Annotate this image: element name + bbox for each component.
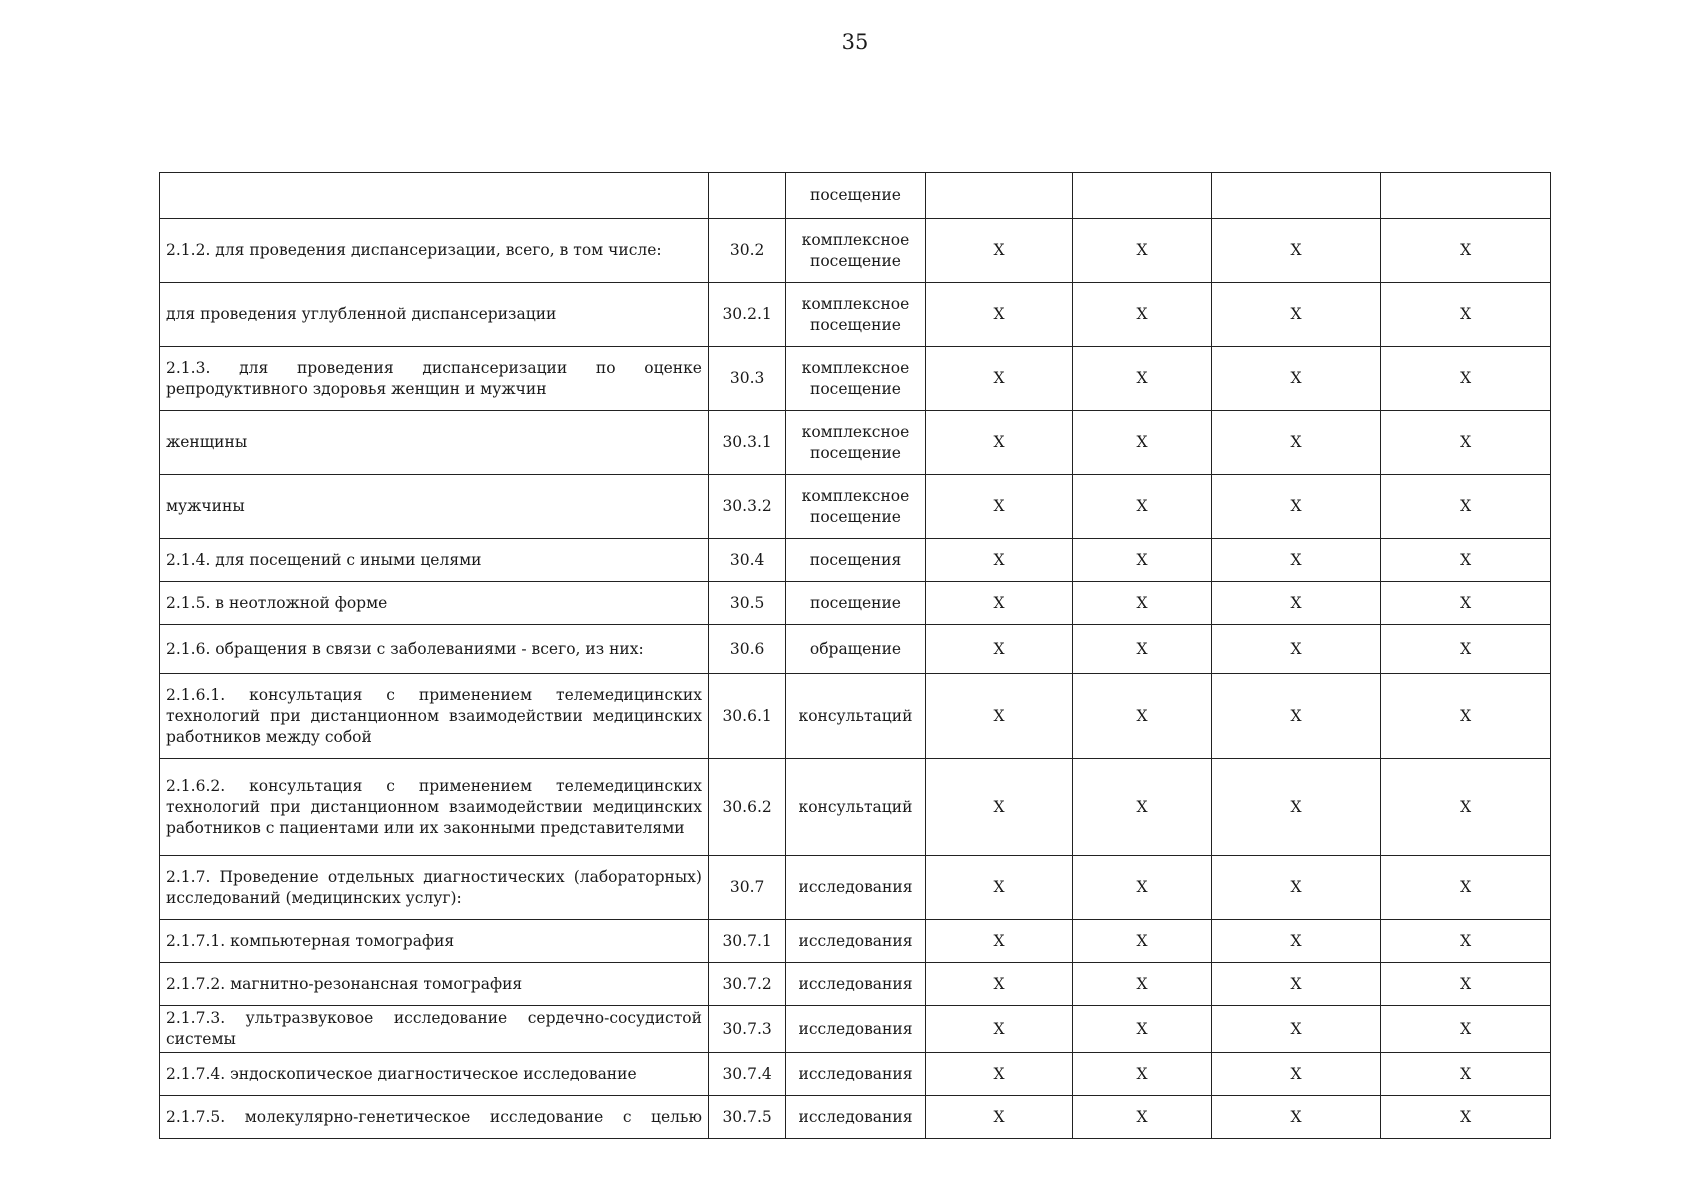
row-mark-cell: X: [1211, 674, 1381, 759]
table-row: [160, 625, 1551, 674]
row-unit-cell: комплексное посещение: [786, 283, 926, 347]
row-unit-cell: комплексное посещение: [786, 347, 926, 411]
table-row: [160, 173, 1551, 219]
row-unit-cell: исследования: [786, 1096, 926, 1139]
row-mark-cell: X: [1073, 582, 1211, 625]
row-unit-cell: исследования: [786, 963, 926, 1006]
row-unit-cell: исследования: [786, 856, 926, 920]
row-mark-cell: X: [1073, 674, 1211, 759]
table-row: [160, 963, 1551, 1006]
row-name-cell: мужчины: [160, 475, 709, 539]
row-code-cell: 30.3.2: [708, 475, 785, 539]
row-mark-cell: X: [1211, 347, 1381, 411]
row-name-cell: 2.1.7.3. ультразвуковое исследование сердечно-сосудистой системы: [160, 1006, 709, 1053]
row-mark-cell: X: [925, 1053, 1073, 1096]
row-mark-cell: X: [925, 1006, 1073, 1053]
row-code-cell: 30.3.1: [708, 411, 785, 475]
row-mark-cell: X: [925, 347, 1073, 411]
row-code-cell: 30.6.2: [708, 759, 785, 856]
row-mark-cell: X: [1211, 411, 1381, 475]
row-unit-cell: исследования: [786, 1006, 926, 1053]
row-mark-cell: X: [925, 582, 1073, 625]
row-mark-cell: X: [1073, 539, 1211, 582]
row-name-cell: 2.1.5. в неотложной форме: [160, 582, 709, 625]
table-row: [160, 759, 1551, 856]
row-unit-cell: посещения: [786, 539, 926, 582]
row-mark-cell: X: [925, 625, 1073, 674]
row-code-cell: 30.2: [708, 219, 785, 283]
row-mark-cell: X: [1211, 1006, 1381, 1053]
row-name-cell: для проведения углубленной диспансеризации: [160, 283, 709, 347]
row-mark-cell: [1073, 173, 1211, 219]
row-unit-cell: консультаций: [786, 759, 926, 856]
row-code-cell: 30.7: [708, 856, 785, 920]
row-mark-cell: X: [1381, 283, 1551, 347]
row-mark-cell: X: [925, 411, 1073, 475]
row-mark-cell: X: [1073, 347, 1211, 411]
row-unit-cell: комплексное посещение: [786, 411, 926, 475]
row-mark-cell: [1381, 173, 1551, 219]
table-row: [160, 347, 1551, 411]
row-mark-cell: X: [1381, 411, 1551, 475]
row-mark-cell: X: [925, 219, 1073, 283]
row-unit-cell: комплексное посещение: [786, 475, 926, 539]
row-name-cell: 2.1.7.5. молекулярно-генетическое исследование с целью: [160, 1096, 709, 1139]
row-mark-cell: X: [1381, 347, 1551, 411]
row-name-cell: 2.1.3. для проведения диспансеризации по оценке репродуктивного здоровья женщин и мужчин: [160, 347, 709, 411]
row-code-cell: 30.7.4: [708, 1053, 785, 1096]
row-unit-cell: обращение: [786, 625, 926, 674]
row-mark-cell: X: [1211, 475, 1381, 539]
row-mark-cell: X: [1381, 963, 1551, 1006]
row-name-cell: женщины: [160, 411, 709, 475]
row-mark-cell: X: [1211, 539, 1381, 582]
row-mark-cell: X: [1211, 283, 1381, 347]
table-row: [160, 1053, 1551, 1096]
row-mark-cell: X: [1211, 856, 1381, 920]
row-mark-cell: X: [1073, 759, 1211, 856]
row-mark-cell: X: [1381, 625, 1551, 674]
row-mark-cell: X: [1073, 1053, 1211, 1096]
row-mark-cell: X: [1211, 759, 1381, 856]
table-row: [160, 1096, 1551, 1139]
row-mark-cell: X: [925, 856, 1073, 920]
row-mark-cell: X: [1211, 582, 1381, 625]
table-row: [160, 219, 1551, 283]
row-mark-cell: X: [1381, 1053, 1551, 1096]
row-mark-cell: [1211, 173, 1381, 219]
table-row: [160, 539, 1551, 582]
row-mark-cell: X: [925, 283, 1073, 347]
row-name-cell: 2.1.7.1. компьютерная томография: [160, 920, 709, 963]
table-row: [160, 856, 1551, 920]
row-code-cell: 30.3: [708, 347, 785, 411]
row-code-cell: 30.2.1: [708, 283, 785, 347]
row-code-cell: 30.7.2: [708, 963, 785, 1006]
table-row: [160, 674, 1551, 759]
row-mark-cell: X: [1073, 963, 1211, 1006]
row-mark-cell: X: [1073, 475, 1211, 539]
row-mark-cell: X: [1073, 283, 1211, 347]
table-row: [160, 920, 1551, 963]
row-mark-cell: X: [925, 475, 1073, 539]
row-mark-cell: X: [1381, 475, 1551, 539]
row-name-cell: 2.1.6.2. консультация с применением телемедицинских технологий при дистанционном взаимодействии медицинских работников с пациентами или их законными представителями: [160, 759, 709, 856]
row-unit-cell: исследования: [786, 920, 926, 963]
row-unit-cell: консультаций: [786, 674, 926, 759]
row-mark-cell: X: [1381, 759, 1551, 856]
row-mark-cell: X: [925, 674, 1073, 759]
row-mark-cell: X: [925, 920, 1073, 963]
row-mark-cell: X: [1211, 1096, 1381, 1139]
row-mark-cell: X: [1073, 1096, 1211, 1139]
row-code-cell: 30.7.1: [708, 920, 785, 963]
row-name-cell: 2.1.6.1. консультация с применением телемедицинских технологий при дистанционном взаимодействии медицинских работников между собой: [160, 674, 709, 759]
row-mark-cell: X: [1381, 920, 1551, 963]
row-mark-cell: X: [1381, 582, 1551, 625]
row-code-cell: 30.7.5: [708, 1096, 785, 1139]
row-name-cell: 2.1.7.4. эндоскопическое диагностическое исследование: [160, 1053, 709, 1096]
row-name-cell: 2.1.7. Проведение отдельных диагностических (лабораторных) исследований (медицинских услуг):: [160, 856, 709, 920]
row-code-cell: 30.6.1: [708, 674, 785, 759]
row-mark-cell: X: [1073, 856, 1211, 920]
row-mark-cell: X: [1073, 411, 1211, 475]
table-row: [160, 475, 1551, 539]
row-mark-cell: X: [1381, 219, 1551, 283]
row-mark-cell: X: [925, 759, 1073, 856]
row-mark-cell: X: [1211, 625, 1381, 674]
row-name-cell: 2.1.7.2. магнитно-резонансная томография: [160, 963, 709, 1006]
row-unit-cell: посещение: [786, 173, 926, 219]
row-mark-cell: X: [1073, 1006, 1211, 1053]
row-mark-cell: X: [1211, 219, 1381, 283]
row-unit-cell: посещение: [786, 582, 926, 625]
row-mark-cell: X: [1073, 625, 1211, 674]
row-mark-cell: X: [1211, 920, 1381, 963]
row-mark-cell: X: [1381, 1006, 1551, 1053]
row-code-cell: 30.7.3: [708, 1006, 785, 1053]
row-mark-cell: X: [1211, 963, 1381, 1006]
row-mark-cell: X: [925, 1096, 1073, 1139]
table-row: [160, 411, 1551, 475]
row-mark-cell: X: [1381, 856, 1551, 920]
table-body: [160, 173, 1551, 1139]
row-name-cell: [160, 173, 709, 219]
row-mark-cell: X: [1381, 674, 1551, 759]
table-row: [160, 582, 1551, 625]
row-code-cell: 30.4: [708, 539, 785, 582]
page-number: 35: [841, 30, 869, 54]
row-mark-cell: X: [925, 539, 1073, 582]
row-code-cell: 30.6: [708, 625, 785, 674]
row-code-cell: 30.5: [708, 582, 785, 625]
row-name-cell: 2.1.4. для посещений с иными целями: [160, 539, 709, 582]
row-mark-cell: X: [925, 963, 1073, 1006]
row-mark-cell: X: [1073, 219, 1211, 283]
row-mark-cell: X: [1381, 539, 1551, 582]
row-unit-cell: исследования: [786, 1053, 926, 1096]
row-name-cell: 2.1.6. обращения в связи с заболеваниями - всего, из них:: [160, 625, 709, 674]
row-name-cell: 2.1.2. для проведения диспансеризации, всего, в том числе:: [160, 219, 709, 283]
row-mark-cell: [925, 173, 1073, 219]
row-unit-cell: комплексное посещение: [786, 219, 926, 283]
row-mark-cell: X: [1073, 920, 1211, 963]
row-code-cell: [708, 173, 785, 219]
row-mark-cell: X: [1381, 1096, 1551, 1139]
row-mark-cell: X: [1211, 1053, 1381, 1096]
table-row: [160, 283, 1551, 347]
data-table: [159, 172, 1551, 1139]
table-row: [160, 1006, 1551, 1053]
